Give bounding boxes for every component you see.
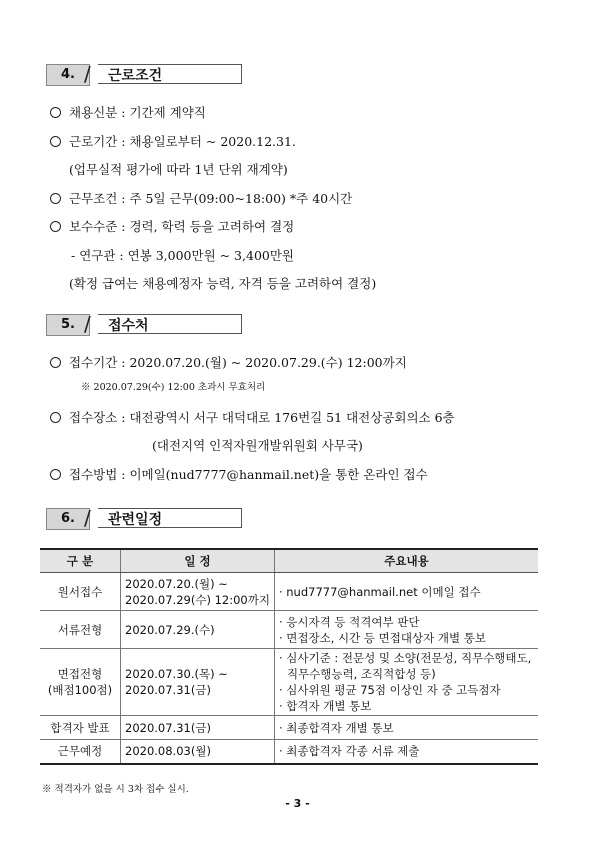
category-cell bbox=[40, 611, 121, 649]
section-title: 근로조건 bbox=[108, 68, 163, 84]
details-text: · 최종합격자 각종 서류 제출 bbox=[278, 744, 420, 759]
researcher-salary: - 연구관 : 연봉 3,000만원 ~ 3,400만원 bbox=[71, 248, 294, 263]
schedule-table bbox=[40, 548, 538, 765]
salary-level: 보수수준 : 경력, 학력 등을 고려하여 결정 bbox=[50, 217, 294, 235]
work-conditions: 근무조건 : 주 5일 근무(09:00~18:00) *주 40시간 bbox=[50, 189, 352, 207]
category-cell bbox=[40, 740, 121, 764]
application-period: 접수기간 : 2020.07.20.(월) ~ 2020.07.29.(수) 12:00까지 bbox=[50, 353, 407, 371]
table-header-row bbox=[40, 549, 538, 573]
details-text: · 면접장소, 시간 등 면접대상자 개별 통보 bbox=[278, 630, 486, 645]
category-text: (배점100점) bbox=[47, 683, 113, 697]
category-cell bbox=[40, 649, 121, 716]
table-row bbox=[40, 740, 538, 764]
section-title: 관련일정 bbox=[108, 512, 163, 528]
section-title: 접수처 bbox=[108, 318, 149, 334]
category-cell bbox=[40, 573, 121, 611]
details-cell bbox=[274, 716, 538, 740]
circle-bullet-icon bbox=[50, 221, 61, 232]
table-row bbox=[40, 611, 538, 649]
salary-note: (확정 급여는 채용예정자 능력, 자격 등을 고려하여 결정) bbox=[69, 276, 377, 291]
category-cell bbox=[40, 716, 121, 740]
details-text: · nud7777@hanmail.net 이메일 접수 bbox=[278, 584, 481, 599]
details-cell bbox=[274, 740, 538, 764]
details-text: · 심사기준 : 전문성 및 소양(전문성, 직무수행태도, 직무수행능력, 조직적합성 등) bbox=[278, 651, 532, 681]
table-row bbox=[40, 573, 538, 611]
slash-divider: / bbox=[84, 62, 91, 86]
slash-divider: / bbox=[84, 506, 91, 530]
table-row bbox=[40, 716, 538, 740]
details-cell bbox=[274, 573, 538, 611]
section-4-header bbox=[46, 64, 242, 88]
date-cell bbox=[121, 716, 275, 740]
table-row bbox=[40, 649, 538, 716]
details-text: · 합격자 개별 통보 bbox=[278, 699, 372, 713]
date-text: 2020.07.20.(월) ~ bbox=[125, 576, 228, 591]
section-6-header bbox=[46, 508, 242, 532]
page-number: - 3 - bbox=[285, 797, 310, 810]
circle-bullet-icon bbox=[50, 136, 61, 147]
employment-status: 채용신분 : 기간제 계약직 bbox=[50, 103, 206, 121]
schedule-body bbox=[40, 573, 538, 764]
date-cell bbox=[121, 740, 275, 764]
date-cell bbox=[121, 611, 275, 649]
category-text: 근무예정 bbox=[57, 744, 103, 759]
application-method: 접수방법 : 이메일(nud7777@hanmail.net)을 통한 온라인 접수 bbox=[50, 465, 428, 483]
date-text: 2020.07.31(금) bbox=[125, 720, 211, 735]
section-5-header bbox=[46, 314, 242, 338]
application-location-detail: (대전지역 인적자원개발위원회 사무국) bbox=[152, 438, 363, 453]
category-text: 원서접수 bbox=[57, 584, 103, 599]
date-text: 2020.07.29.(수) bbox=[125, 622, 215, 637]
circle-bullet-icon bbox=[50, 469, 61, 480]
slash-divider: / bbox=[84, 312, 91, 336]
date-cell bbox=[121, 649, 275, 716]
work-period: 근로기간 : 채용일로부터 ~ 2020.12.31. bbox=[50, 132, 296, 150]
circle-bullet-icon bbox=[50, 412, 61, 423]
section-number: 6. bbox=[46, 508, 90, 530]
column-header: 주요내용 bbox=[274, 549, 538, 573]
date-text: 2020.08.03(월) bbox=[125, 744, 211, 759]
category-text: 면접전형 bbox=[57, 667, 103, 681]
category-text: 서류전형 bbox=[57, 622, 103, 637]
date-cell bbox=[121, 573, 275, 611]
section-number: 5. bbox=[46, 314, 90, 336]
circle-bullet-icon bbox=[50, 193, 61, 204]
work-period-note: (업무실적 평가에 따라 1년 단위 재계약) bbox=[69, 162, 288, 177]
date-text: 2020.07.29(수) 12:00까지 bbox=[125, 592, 270, 607]
category-text: 합격자 발표 bbox=[50, 720, 110, 735]
date-text: 2020.07.31(금) bbox=[125, 683, 211, 697]
circle-bullet-icon bbox=[50, 107, 61, 118]
column-header: 구 분 bbox=[40, 549, 121, 573]
schedule-footnote: ※ 적격자가 없을 시 3차 접수 실시. bbox=[42, 784, 189, 795]
details-cell bbox=[274, 611, 538, 649]
application-location: 접수장소 : 대전광역시 서구 대덕대로 176번길 51 대전상공회의소 6층 bbox=[50, 408, 455, 426]
application-deadline-note: ※ 2020.07.29(수) 12:00 초과시 무효처리 bbox=[81, 382, 266, 393]
details-text: · 응시자격 등 적격여부 판단 bbox=[278, 614, 420, 629]
column-header: 일 정 bbox=[121, 549, 275, 573]
circle-bullet-icon bbox=[50, 357, 61, 368]
details-text: · 심사위원 평균 75점 이상인 자 중 고득점자 bbox=[278, 683, 501, 697]
details-cell bbox=[274, 649, 538, 716]
date-text: 2020.07.30.(목) ~ bbox=[125, 667, 228, 681]
section-number: 4. bbox=[46, 64, 90, 86]
details-text: · 최종합격자 개별 통보 bbox=[278, 720, 394, 735]
